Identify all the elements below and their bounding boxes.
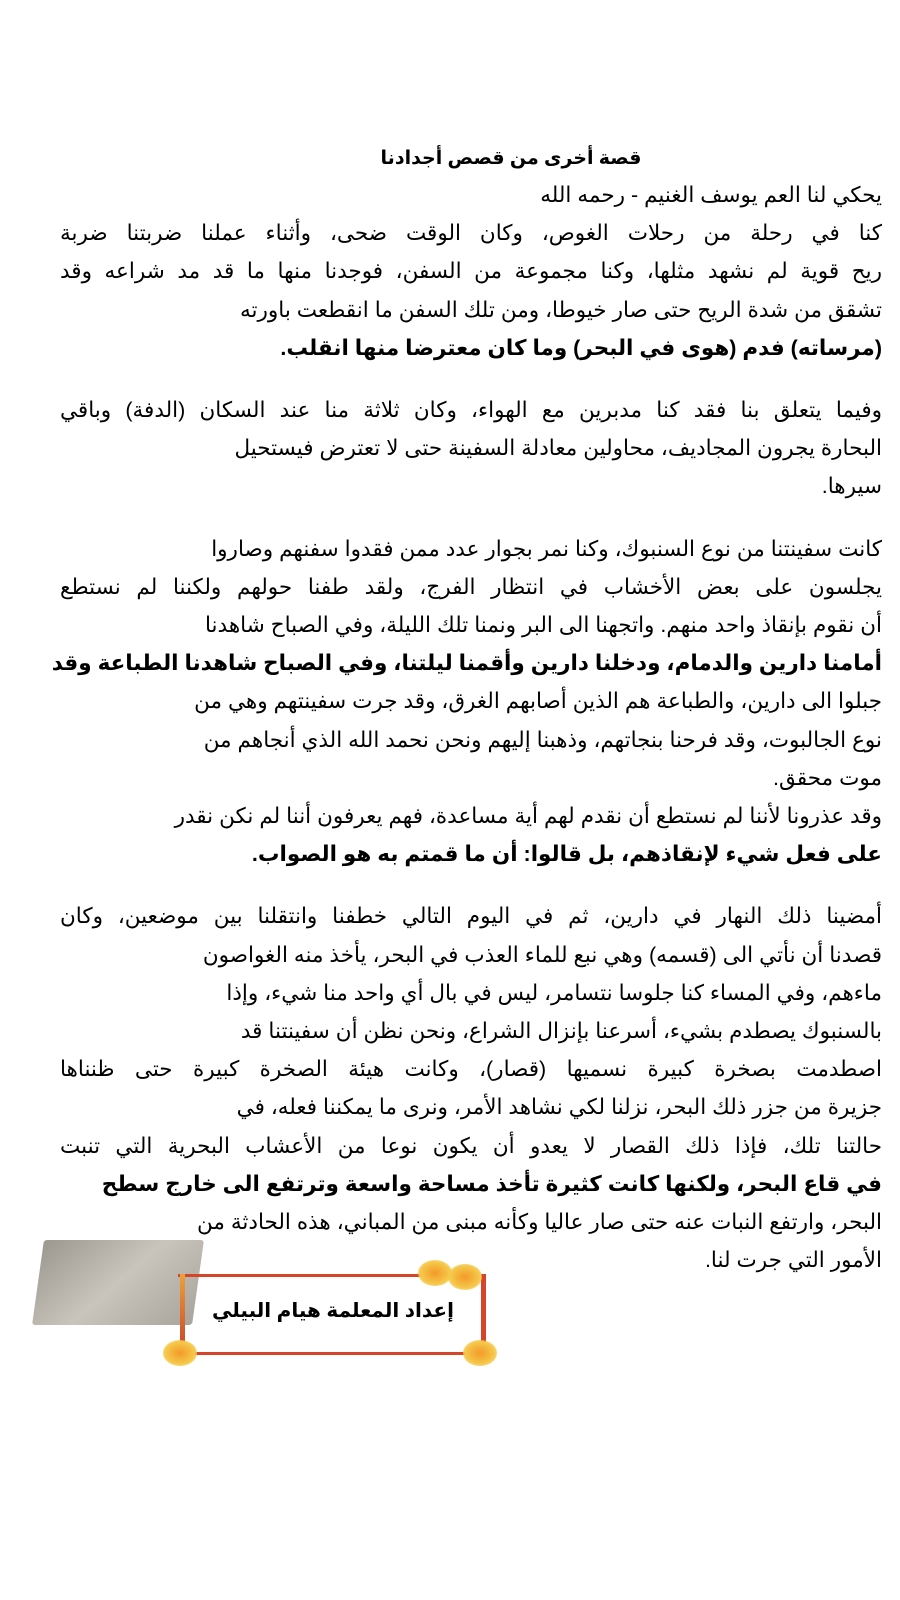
flower-decoration-icon: [463, 1340, 497, 1366]
flower-decoration-icon: [418, 1260, 452, 1286]
text-line: اصطدمت بصخرة كبيرة نسميها (قصار)، وكانت هيئة الصخرة كبيرة حتى ظنناها: [60, 1057, 882, 1082]
text-line: جزيرة من جزر ذلك البحر، نزلنا لكي نشاهد الأمر، ونرى ما يمكننا فعله، في: [236, 1095, 882, 1120]
text-line: وفيما يتعلق بنا فقد كنا مدبرين مع الهواء، وكان ثلاثة منا عند السكان (الدفة) وباقي: [60, 398, 882, 423]
text-line: أمامنا دارين والدمام، ودخلنا دارين وأقمنا ليلتنا، وفي الصباح شاهدنا الطباعة وقد: [51, 651, 882, 676]
paragraph-2: [60, 391, 882, 506]
text-line: تشقق من شدة الريح حتى صار خيوطا، ومن تلك السفن ما انقطعت باورته: [240, 297, 882, 322]
paragraph-1: [60, 176, 882, 367]
text-line: ماءهم، وفي المساء كنا جلوسا نتسامر، ليس في بال أي واحد منا شيء، وإذا: [226, 980, 882, 1005]
flower-decoration-icon: [163, 1340, 197, 1366]
author-banner: [38, 1240, 498, 1360]
text-line: الأمور التي جرت لنا.: [704, 1248, 882, 1273]
text-line: قصدنا أن نأتي الى (قسمه) وهي نبع للماء العذب في البحر، يأخذ منه الغواصون: [202, 942, 882, 967]
author-credit: إعداد المعلمة هيام البيلي: [212, 1300, 454, 1322]
text-line: موت محقق.: [772, 765, 882, 790]
text-line: (مرساته) فدم (هوى في البحر) وما كان معترضا منها انقلب.: [280, 335, 882, 360]
text-line: أمضينا ذلك النهار في دارين، ثم في اليوم التالي خطفنا وانتقلنا بين موضعين، وكان: [60, 904, 882, 929]
text-line: على فعل شيء لإنقاذهم، بل قالوا: أن ما قمتم به هو الصواب.: [251, 842, 882, 867]
text-line: نوع الجالبوت، وقد فرحنا بنجاتهم، وذهبنا إليهم ونحن نحمد الله الذي أنجاهم من: [203, 727, 882, 752]
text-line: كنا في رحلة من رحلات الغوص، وكان الوقت ضحى، وأثناء عملنا ضربتنا ضربة: [60, 221, 882, 246]
frame-border: [178, 1352, 478, 1355]
text-line: سيرها.: [821, 474, 882, 499]
story-title: قصة أخرى من قصص أجدادنا: [380, 148, 642, 169]
document: [51, 142, 882, 1279]
paragraph-3: [51, 530, 882, 874]
paper-decoration-icon: [32, 1240, 204, 1325]
flower-decoration-icon: [448, 1264, 482, 1290]
text-line: حالتنا تلك، فإذا ذلك القصار لا يعدو أن يكون نوعا من الأعشاب البحرية التي تنبت: [60, 1133, 882, 1158]
text-line: كانت سفينتنا من نوع السنبوك، وكنا نمر بجوار عدد ممن فقدوا سفنهم وصاروا: [211, 536, 882, 561]
paragraph-4: [60, 897, 882, 1279]
text-line: البحر، وارتفع النبات عنه حتى صار عاليا وكأنه مبنى من المباني، هذه الحادثة من: [197, 1210, 882, 1235]
text-line: بالسنبوك يصطدم بشيء، أسرعنا بإنزال الشراع، ونحن نظن أن سفينتنا قد: [240, 1019, 882, 1044]
text-line: جبلوا الى دارين، والطباعة هم الذين أصابهم الغرق، وقد جرت سفينتهم وهي من: [194, 689, 882, 714]
text-line: وقد عذرونا لأننا لم نستطع أن نقدم لهم أية مساعدة، فهم يعرفون أننا لم نكن نقدر: [174, 804, 882, 829]
text-line: أن نقوم بإنقاذ واحد منهم. واتجهنا الى البر ونمنا تلك الليلة، وفي الصباح شاهدنا: [205, 613, 882, 638]
text-line: البحارة يجرون المجاديف، محاولين معادلة السفينة حتى لا تعترض فيستحيل: [234, 436, 882, 461]
text-line: في قاع البحر، ولكنها كانت كثيرة تأخذ مساحة واسعة وترتفع الى خارج سطح: [101, 1171, 882, 1196]
text-line: يجلسون على بعض الأخشاب في انتظار الفرج، ولقد طفنا حولهم ولكننا لم نستطع: [60, 574, 882, 599]
text-line: يحكي لنا العم يوسف الغنيم - رحمه الله: [540, 183, 882, 207]
text-line: ريح قوية لم نشهد مثلها، وكنا مجموعة من السفن، فوجدنا منها ما قد مد شراعه وقد: [60, 259, 882, 284]
